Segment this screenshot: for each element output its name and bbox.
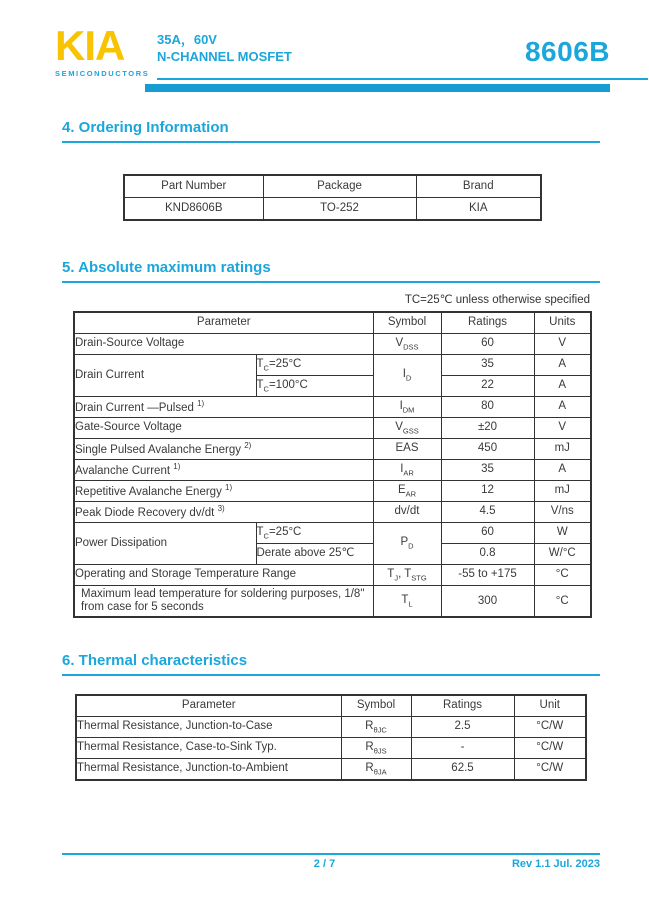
table-row (74, 439, 591, 460)
unit-cell: V/ns (534, 502, 591, 523)
logo-subtext: SEMICONDUCTORS (55, 69, 150, 78)
unit-cell: °C/W (514, 759, 586, 781)
table-row (74, 481, 591, 502)
table-row (76, 738, 586, 759)
col-header-part-number: Part Number (124, 175, 263, 198)
parameter-cell: Thermal Resistance, Junction-to-Case (76, 717, 341, 738)
unit-cell: A (534, 397, 591, 418)
unit-cell: V (534, 418, 591, 439)
symbol-cell: $T_J$, $T_{STG}$ (373, 565, 441, 586)
section-title-abs-max: 5. Absolute maximum ratings (62, 259, 271, 276)
col-header-symbol: Symbol (373, 312, 441, 334)
rating-cell: - (411, 738, 514, 759)
rating-cell: 60 (441, 523, 534, 544)
symbol-cell: $T_L$ (373, 586, 441, 618)
part-number-title: 8606B (524, 36, 610, 67)
brand-cell: KIA (416, 198, 541, 221)
parameter-cell: Peak Diode Recovery dv/dt $^{3)}$ (74, 502, 373, 523)
ordering-table (123, 174, 542, 221)
header-rule-thick (145, 84, 610, 92)
parameter-cell: Thermal Resistance, Case-to-Sink Typ. (76, 738, 341, 759)
parameter-cell: Gate-Source Voltage (74, 418, 373, 439)
parameter-cell: Single Pulsed Avalanche Energy $^{2)}$ (74, 439, 373, 460)
unit-cell: A (534, 460, 591, 481)
table-row (74, 418, 591, 439)
page-number: 2 / 7 (313, 858, 336, 870)
parameter-cell: Maximum lead temperature for soldering purposes, 1/8" from case for 5 seconds (74, 586, 373, 618)
symbol-cell: $I_D$ (373, 355, 441, 397)
col-header-ratings: Ratings (441, 312, 534, 334)
parameter-cell: Operating and Storage Temperature Range (74, 565, 373, 586)
symbol-cell: $P_D$ (373, 523, 441, 565)
thermal-characteristics-table (75, 694, 587, 781)
table-row (74, 460, 591, 481)
footer-rule (62, 853, 600, 855)
unit-cell: W/°C (534, 544, 591, 565)
parameter-cell: Repetitive Avalanche Energy $^{1)}$ (74, 481, 373, 502)
col-header-brand: Brand (416, 175, 541, 198)
logo-text: KIA (55, 22, 125, 69)
rating-cell: 450 (441, 439, 534, 460)
rating-cell: 22 (441, 376, 534, 397)
unit-cell: V (534, 334, 591, 355)
table-row (76, 717, 586, 738)
rating-cell: 4.5 (441, 502, 534, 523)
conditions-note: TC=25℃ unless otherwise specified (404, 294, 590, 306)
symbol-cell: $R_{\theta JS}$ (341, 738, 411, 759)
table-header-row (74, 312, 591, 334)
table-row (74, 355, 591, 376)
section-title-thermal: 6. Thermal characteristics (62, 652, 248, 669)
table-header-row (124, 175, 541, 198)
col-header-parameter: Parameter (76, 695, 341, 717)
unit-cell: A (534, 355, 591, 376)
parameter-cell: Drain-Source Voltage (74, 334, 373, 355)
section-title-ordering: 4. Ordering Information (62, 119, 229, 136)
parameter-cell: Avalanche Current $^{1)}$ (74, 460, 373, 481)
unit-cell: °C/W (514, 717, 586, 738)
parameter-cell: Drain Current (74, 355, 256, 397)
col-header-symbol: Symbol (341, 695, 411, 717)
absolute-maximum-ratings-table (73, 311, 592, 618)
symbol-cell: $V_{GSS}$ (373, 418, 441, 439)
unit-cell: °C (534, 565, 591, 586)
rating-cell: 60 (441, 334, 534, 355)
part-number-cell: KND8606B (124, 198, 263, 221)
condition-cell: $T_C=25^\circ C$ (256, 523, 373, 544)
section-rule (62, 281, 600, 283)
device-subtitle (157, 32, 292, 65)
device-rating-line: 35A，60V (157, 32, 217, 47)
rating-cell: ±20 (441, 418, 534, 439)
symbol-cell: EAS (373, 439, 441, 460)
parameter-cell: Thermal Resistance, Junction-to-Ambient (76, 759, 341, 781)
symbol-cell: dv/dt (373, 502, 441, 523)
table-header-row (76, 695, 586, 717)
table-row (124, 198, 541, 221)
symbol-cell: $V_{DSS}$ (373, 334, 441, 355)
table-row (74, 523, 591, 544)
unit-cell: W (534, 523, 591, 544)
table-row (76, 759, 586, 781)
table-row (74, 502, 591, 523)
unit-cell: °C (534, 586, 591, 618)
symbol-cell: $I_{DM}$ (373, 397, 441, 418)
rating-cell: 35 (441, 460, 534, 481)
symbol-cell: $E_{AR}$ (373, 481, 441, 502)
col-header-package: Package (263, 175, 416, 198)
col-header-units: Units (534, 312, 591, 334)
rating-cell: 12 (441, 481, 534, 502)
rating-cell: -55 to +175 (441, 565, 534, 586)
table-row (74, 334, 591, 355)
unit-cell: A (534, 376, 591, 397)
condition-cell: Derate above 25℃ (256, 544, 373, 565)
condition-cell: $T_C=100^\circ C$ (256, 376, 373, 397)
table-row (74, 565, 591, 586)
table-row (74, 586, 591, 618)
rating-cell: 35 (441, 355, 534, 376)
rating-cell: 0.8 (441, 544, 534, 565)
col-header-parameter: Parameter (74, 312, 373, 334)
table-row (74, 397, 591, 418)
symbol-cell: $I_{AR}$ (373, 460, 441, 481)
symbol-cell: $R_{\theta JA}$ (341, 759, 411, 781)
rating-cell: 2.5 (411, 717, 514, 738)
section-rule (62, 141, 600, 143)
kia-logo (55, 22, 165, 78)
unit-cell: mJ (534, 481, 591, 502)
parameter-cell: Drain Current —Pulsed $^{1)}$ (74, 397, 373, 418)
device-type-line: N-CHANNEL MOSFET (157, 49, 292, 64)
unit-cell: mJ (534, 439, 591, 460)
header-rule-thin (157, 78, 648, 80)
rating-cell: 80 (441, 397, 534, 418)
package-cell: TO-252 (263, 198, 416, 221)
col-header-unit: Unit (514, 695, 586, 717)
col-header-ratings: Ratings (411, 695, 514, 717)
parameter-cell: Power Dissipation (74, 523, 256, 565)
unit-cell: °C/W (514, 738, 586, 759)
condition-cell: $T_C=25^\circ C$ (256, 355, 373, 376)
rating-cell: 62.5 (411, 759, 514, 781)
revision-label: Rev 1.1 Jul. 2023 (511, 858, 600, 870)
symbol-cell: $R_{\theta JC}$ (341, 717, 411, 738)
section-rule (62, 674, 600, 676)
rating-cell: 300 (441, 586, 534, 618)
